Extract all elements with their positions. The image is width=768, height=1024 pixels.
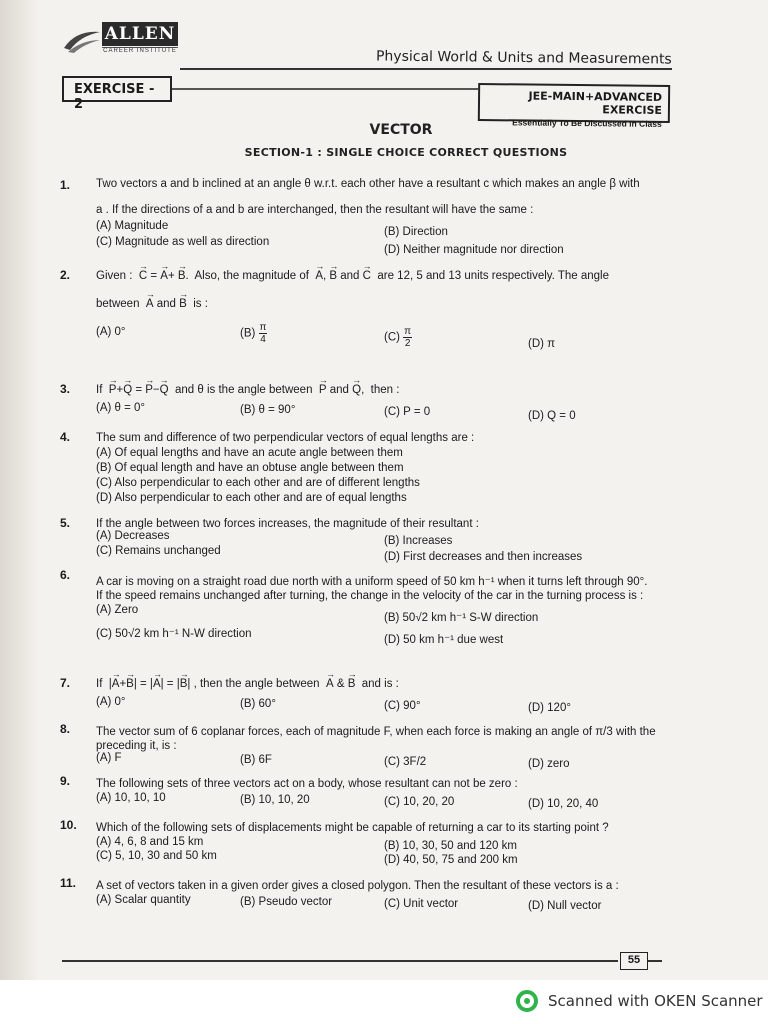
- jee-sub-text: Essentially To Be Discussed in Class: [512, 117, 662, 129]
- footer-rule: [62, 960, 618, 962]
- option-a: (A) 0°: [96, 326, 126, 338]
- question-text: A car is moving on a straight road due north with a uniform speed of 50 km h⁻¹ when it turns left through 90°.: [96, 576, 648, 588]
- question-number: 10.: [60, 818, 77, 832]
- vector-pair: → A and → B: [143, 298, 190, 310]
- numerator: π: [404, 326, 412, 337]
- question-text: The sum and difference of two perpendicular vectors of equal lengths are :: [96, 432, 475, 444]
- option-a: (A) F: [96, 752, 122, 764]
- text-segment: If: [96, 384, 103, 396]
- question-number: 1.: [60, 178, 71, 192]
- section-title: SECTION-1 : SINGLE CHOICE CORRECT QUESTIONS: [244, 146, 568, 159]
- option-d: (D) 120°: [528, 702, 571, 714]
- question-number: 7.: [60, 676, 71, 690]
- denominator: 2: [404, 338, 411, 349]
- text-segment: is :: [193, 298, 208, 310]
- option-b: (B) Increases: [384, 535, 453, 547]
- question-text: The following sets of three vectors act on a body, whose resultant can not be zero :: [96, 778, 518, 790]
- option-b: (B) 6F: [240, 754, 272, 766]
- text-segment: are 12, 5 and 13 units respectively. The angle: [377, 270, 609, 282]
- option-d: (D) First decreases and then increases: [384, 551, 583, 563]
- option-c: (C) P = 0: [384, 406, 431, 418]
- text-segment: , then the angle between: [193, 678, 320, 690]
- exercise-rule: [172, 88, 488, 90]
- option-a: (A) Zero: [96, 604, 139, 616]
- option-d: (D) 10, 20, 40: [528, 798, 599, 810]
- option-d: (D) 50 km h⁻¹ due west: [384, 634, 504, 646]
- chapter-title: Physical World & Units and Measurements: [376, 48, 673, 68]
- fraction: [259, 322, 268, 345]
- option-c: (C) Also perpendicular to each other and are of different lengths: [96, 477, 420, 489]
- text-segment: If: [96, 678, 103, 690]
- option-c: (C) 10, 20, 20: [384, 796, 455, 808]
- question-text: [96, 678, 399, 690]
- question-text: A set of vectors taken in a given order gives a closed polygon. Then the resultant of these vectors is a :: [96, 880, 619, 892]
- option-label: (B): [240, 327, 256, 340]
- question-number: 6.: [60, 568, 71, 582]
- jee-main-text: JEE-MAIN+ADVANCED EXERCISE: [528, 89, 663, 117]
- oken-scanner-icon: [516, 990, 538, 1012]
- option-d: (D) Null vector: [528, 900, 602, 912]
- question-text: Two vectors a and b inclined at an angle θ w.r.t. each other have a resultant c which makes an angle β with: [96, 178, 640, 190]
- option-d: (D) 40, 50, 75 and 200 km: [384, 854, 518, 866]
- denominator: 4: [260, 334, 266, 345]
- option-c: (C) 50√2 km h⁻¹ N-W direction: [96, 628, 252, 640]
- option-a: (A) 0°: [96, 696, 126, 708]
- text-segment: then :: [370, 384, 400, 396]
- text-segment: and θ is the angle between: [175, 384, 313, 396]
- vector-pair: → P and → Q,: [316, 384, 368, 396]
- option-d: (D) Also perpendicular to each other and are of equal lengths: [96, 492, 407, 504]
- option-c: (C) Unit vector: [384, 898, 459, 910]
- option-b: (B) θ = 90°: [240, 404, 296, 416]
- question-number: 3.: [60, 382, 71, 396]
- vector-list: → A, → B and → C: [312, 270, 374, 282]
- question-text: preceding it, is :: [96, 740, 177, 752]
- option-c: (C) 90°: [384, 700, 421, 712]
- vector-equation: → P+→ Q = → P−→ Q: [106, 384, 172, 396]
- question-text: The vector sum of 6 coplanar forces, each of magnitude F, when each force is making an angle of π/3 with the: [96, 726, 656, 738]
- fraction: [403, 326, 412, 349]
- option-c: (C) Remains unchanged: [96, 545, 221, 557]
- jee-badge: [478, 83, 670, 129]
- allen-logo: [62, 22, 180, 58]
- question-number: 11.: [60, 876, 77, 890]
- scanner-text: Scanned with OKEN Scanner: [548, 992, 763, 1010]
- option-c: (C) 5, 10, 30 and 50 km: [96, 850, 217, 862]
- option-a: (A) θ = 0°: [96, 402, 146, 414]
- question-text: [96, 270, 609, 282]
- vector-equation: |→ A+→ B| = |→ A| = |→ B|: [106, 678, 191, 690]
- option-c: (C) 3F/2: [384, 756, 427, 768]
- option-d: (D) Neither magnitude nor direction: [384, 244, 564, 256]
- option-b: [240, 322, 267, 345]
- question-text: a . If the directions of a and b are interchanged, then the resultant will have the same :: [96, 204, 534, 216]
- option-c: (C) Magnitude as well as direction: [96, 236, 270, 248]
- vector-pair: → A & → B: [323, 678, 359, 690]
- option-a: (A) 10, 10, 10: [96, 792, 166, 804]
- exercise-label: EXERCISE - 2: [62, 76, 172, 102]
- option-d: (D) zero: [528, 758, 570, 770]
- option-b: (B) 10, 10, 20: [240, 794, 310, 806]
- option-a: (A) Decreases: [96, 530, 170, 542]
- question-number: 8.: [60, 722, 71, 736]
- footer-rule-tail: [648, 960, 662, 962]
- question-text: [96, 384, 399, 396]
- logo-subtext: CAREER INSTITUTE: [102, 47, 178, 57]
- option-c: [384, 326, 412, 349]
- question-text: If the angle between two forces increases, the magnitude of their resultant :: [96, 518, 479, 530]
- text-segment: and is :: [361, 678, 399, 690]
- question-text: [96, 298, 208, 310]
- text-segment: Given :: [96, 270, 133, 282]
- question-text: Which of the following sets of displacements might be capable of returning a car to its starting point ?: [96, 822, 609, 834]
- option-b: (B) 60°: [240, 698, 276, 710]
- vector-equation: → C = → A+ → B.: [136, 270, 192, 282]
- header-rule: [180, 68, 672, 70]
- page-number: 55: [620, 952, 648, 970]
- option-a: (A) Magnitude: [96, 220, 169, 232]
- option-d: (D) π: [528, 338, 556, 350]
- option-a: (A) Of equal lengths and have an acute angle between them: [96, 447, 403, 459]
- option-d: (D) Q = 0: [528, 410, 576, 422]
- option-b: (B) Of equal length and have an obtuse angle between them: [96, 462, 404, 474]
- logo-swoosh-icon: [62, 26, 102, 54]
- scanner-watermark: [516, 990, 763, 1012]
- option-a: (A) Scalar quantity: [96, 894, 191, 906]
- question-number: 2.: [60, 268, 71, 282]
- question-text: If the speed remains unchanged after turning, the change in the velocity of the car in the turning process is :: [96, 590, 644, 602]
- question-number: 9.: [60, 774, 71, 788]
- option-b: (B) 10, 30, 50 and 120 km: [384, 840, 517, 852]
- text-segment: Also, the magnitude of: [194, 270, 309, 282]
- question-number: 5.: [60, 516, 71, 530]
- logo-text: ALLEN: [102, 22, 178, 46]
- text-segment: between: [96, 298, 140, 310]
- numerator: π: [259, 322, 267, 333]
- option-b: (B) 50√2 km h⁻¹ S-W direction: [384, 612, 539, 624]
- topic-title: VECTOR: [369, 122, 433, 138]
- option-a: (A) 4, 6, 8 and 15 km: [96, 836, 204, 848]
- option-b: (B) Direction: [384, 226, 448, 238]
- option-b: (B) Pseudo vector: [240, 896, 333, 908]
- question-number: 4.: [60, 430, 71, 444]
- option-label: (C): [384, 331, 400, 344]
